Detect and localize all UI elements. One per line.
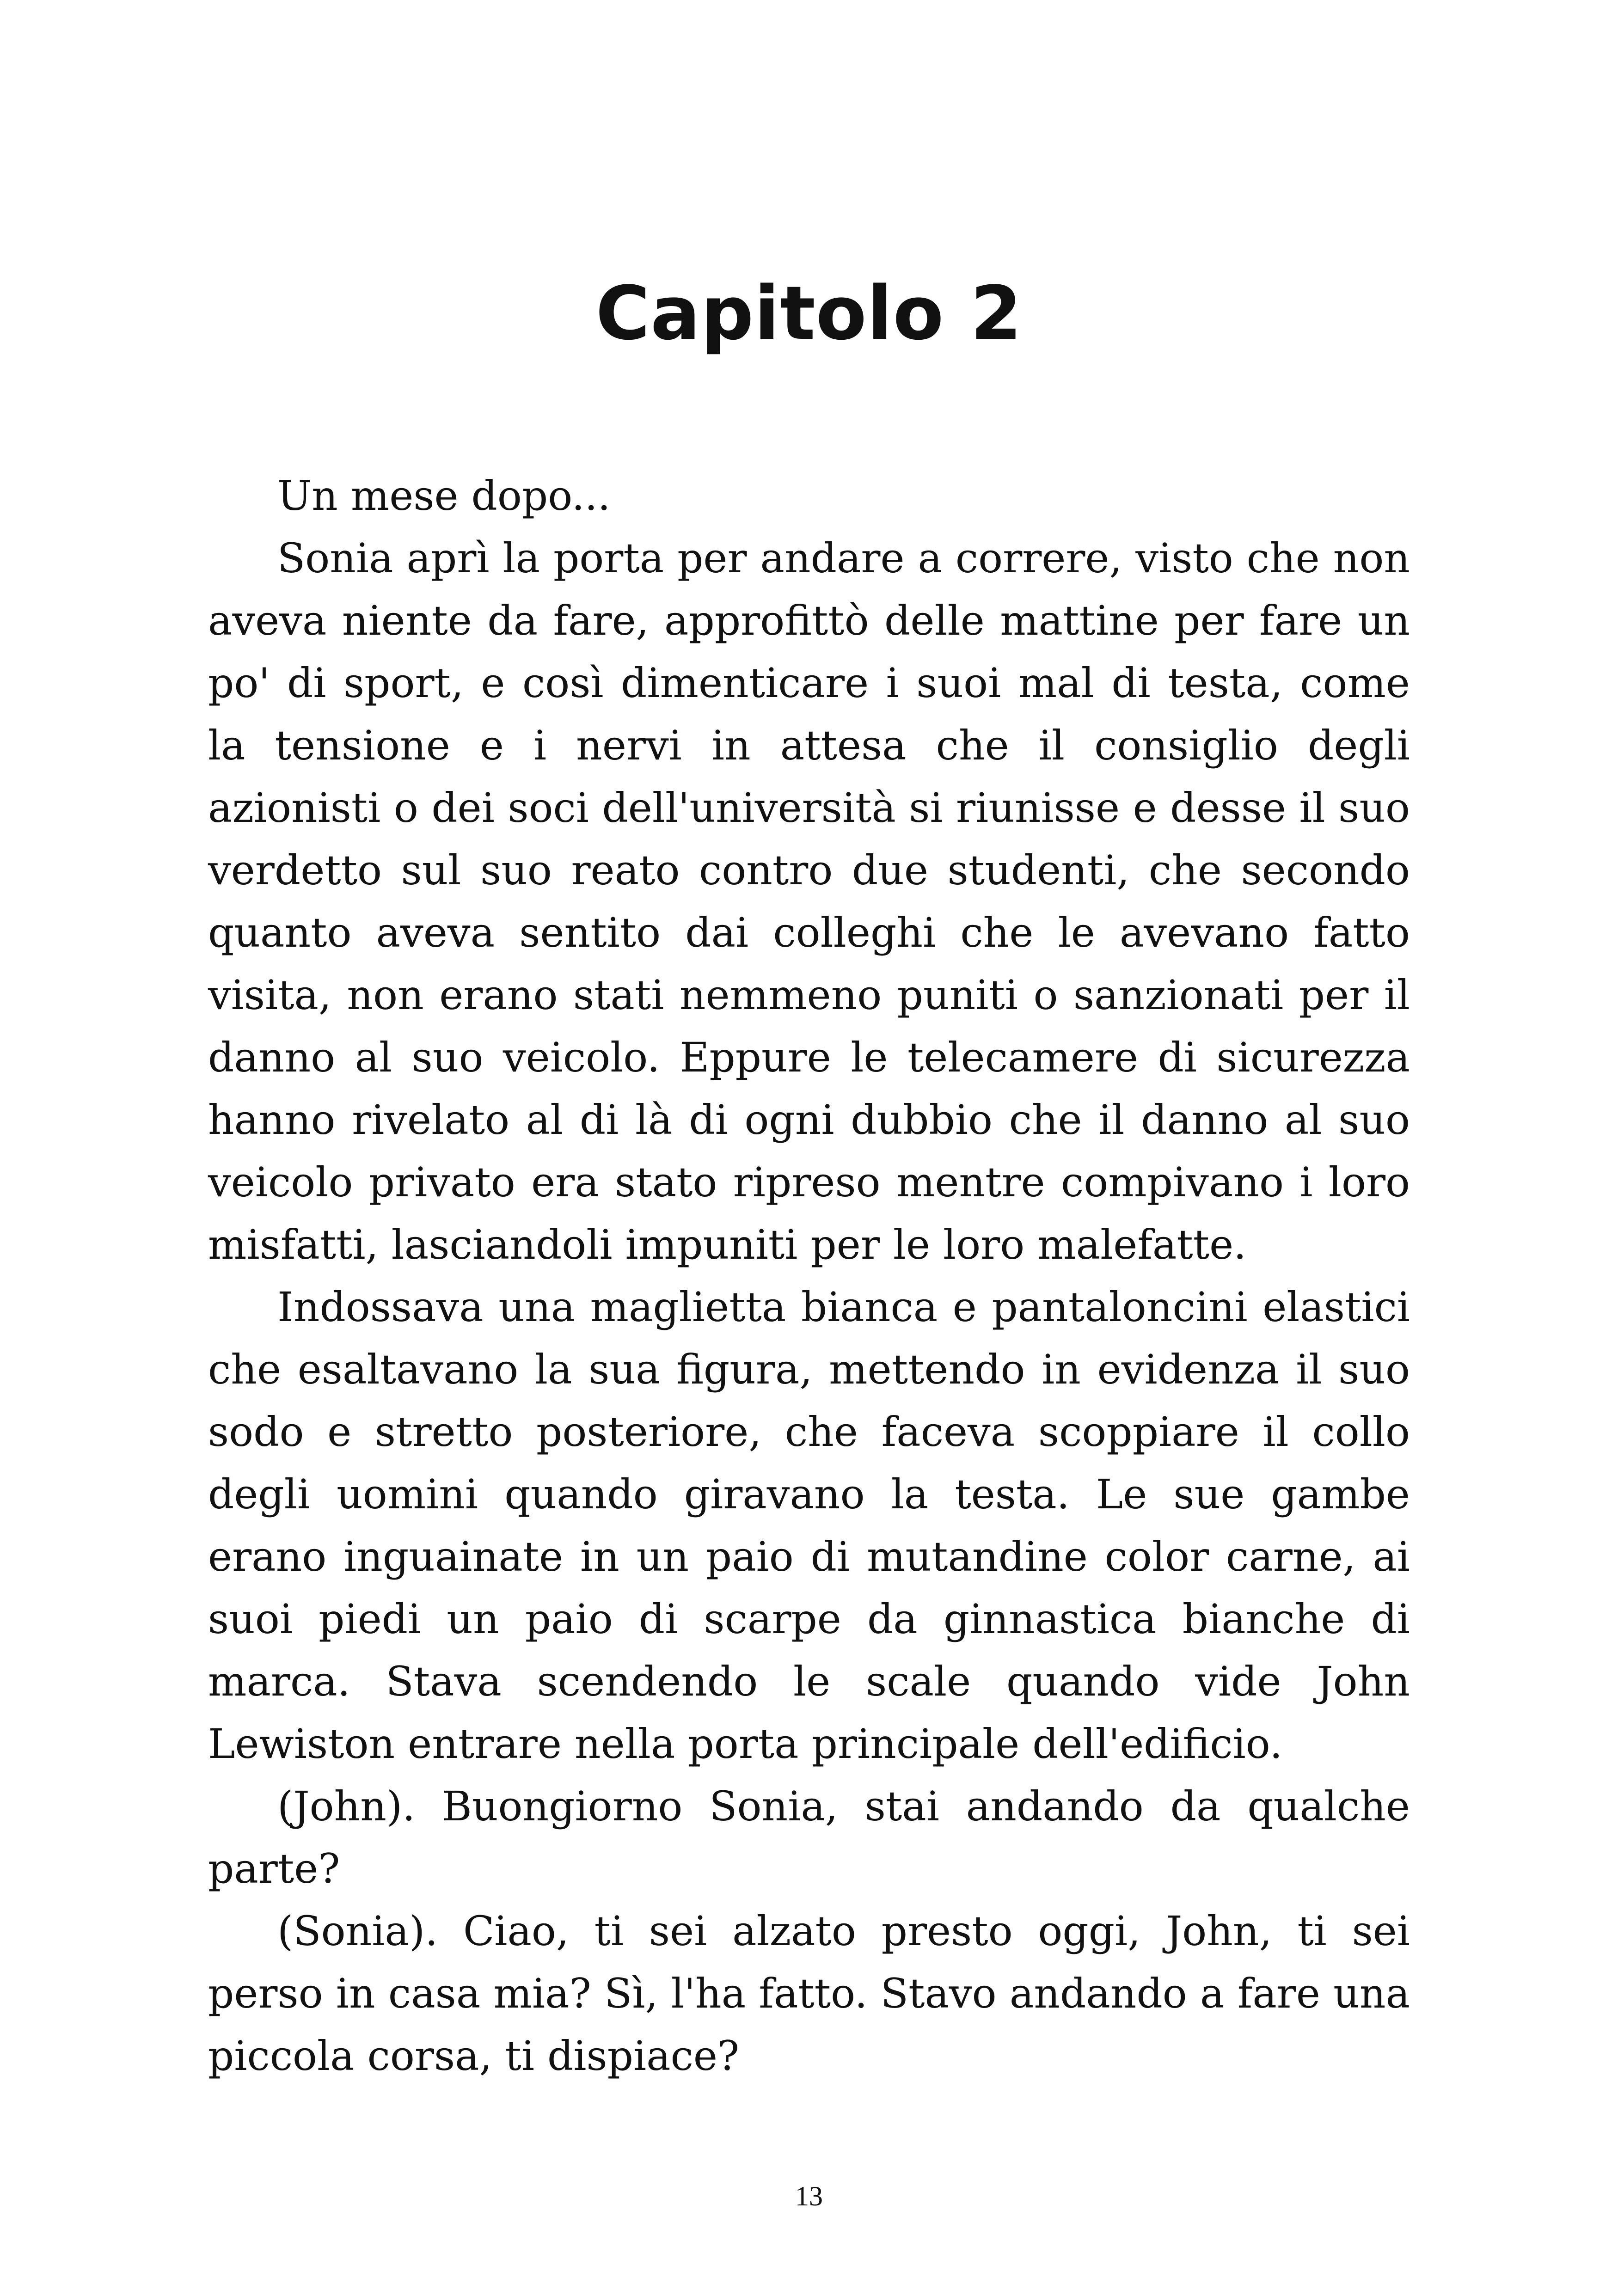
paragraph-3: Indossava una maglietta bianca e pantaloncini elastici che esaltavano la sua figura, mettendo in evidenza il suo sodo e stretto posteriore, che faceva scoppiare il collo degli uomini quando giravano la testa. Le sue gambe erano inguainate in un paio di mutandine color carne, ai suoi piedi un paio di scarpe da ginnastica bianche di marca. Stava scendendo le scale quando vide John Lewiston entrare nella porta principale dell'edificio. [208,1283,1410,1768]
paragraph-2: Sonia aprì la porta per andare a correre, visto che non aveva niente da fare, approfittò delle mattine per fare un po' di sport, e così dimenticare i suoi mal di testa, come la tensione e i nervi in attesa che il consiglio degli azionisti o dei soci dell'università si riunisse e desse il suo verdetto sul suo reato contro due studenti, che secondo quanto aveva sentito dai colleghi che le avevano fatto visita, non erano stati nemmeno puniti o sanzionati per il danno al suo veicolo. Eppure le telecamere di sicurezza hanno rivelato al di là di ogni dubbio che il danno al suo veicolo privato era stato ripreso mentre compivano i loro misfatti, lasciandoli impuniti per le loro malefatte. [208,534,1410,1268]
paragraph-4: (John). Buongiorno Sonia, stai andando da qualche parte? [208,1782,1410,1892]
paragraph-5: (Sonia). Ciao, ti sei alzato presto oggi, John, ti sei perso in casa mia? Sì, l'ha fatto. Stavo andando a fare una piccola corsa, ti dispiace? [208,1907,1410,2080]
chapter-body [208,465,1410,2087]
chapter-title: Capitolo 2 [595,270,1023,356]
paragraph-1: Un mese dopo... [277,472,611,520]
page-number: 13 [795,2181,823,2211]
